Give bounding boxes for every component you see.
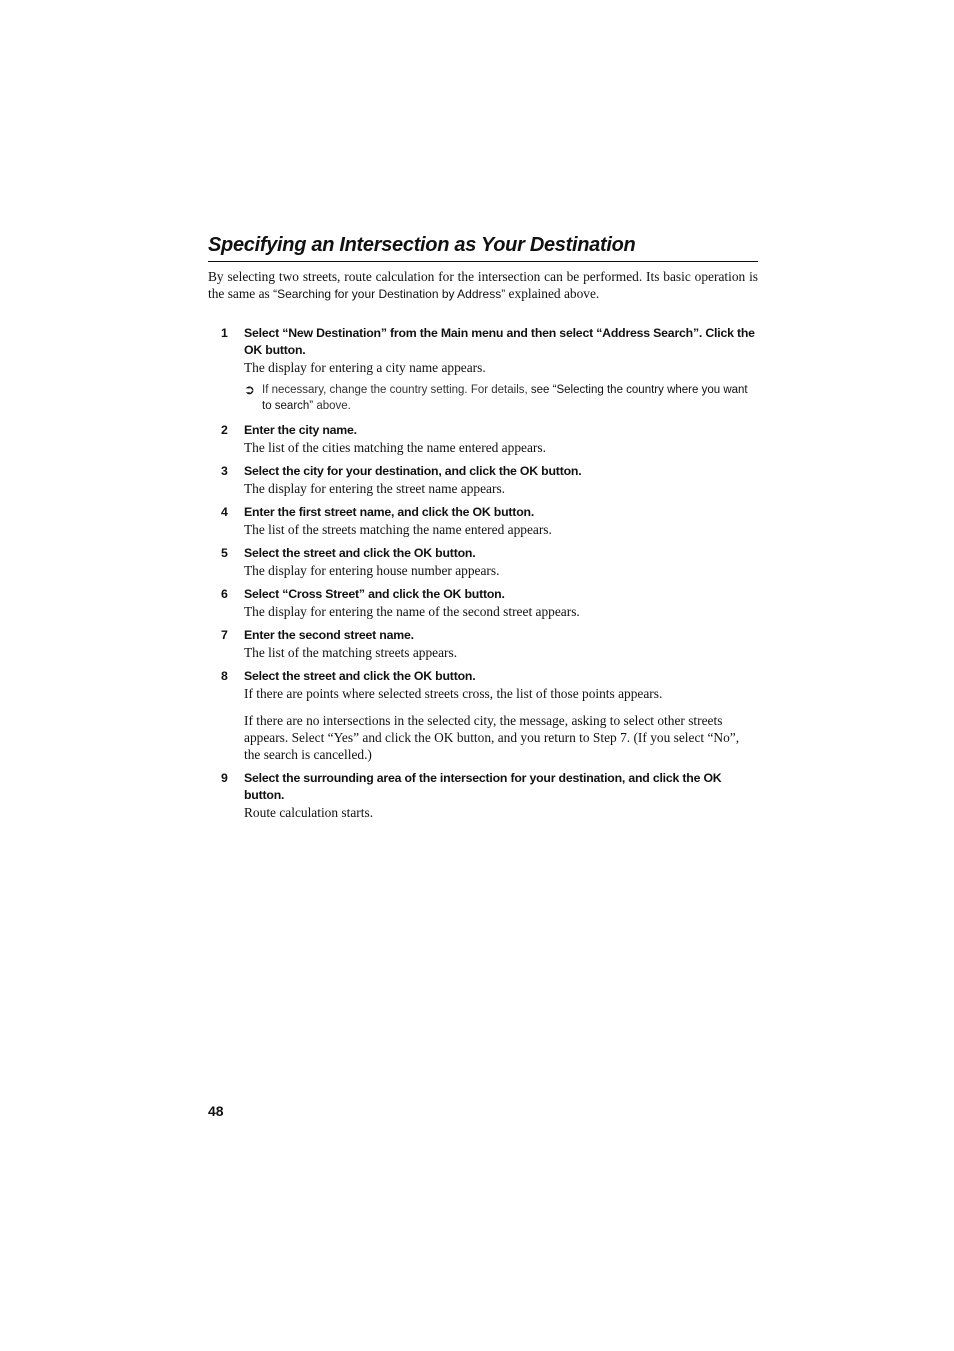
step-instruction: Enter the second street name. [244, 628, 414, 642]
step-result: The list of the streets matching the name entered appears. [244, 522, 552, 537]
document-page [208, 232, 758, 828]
step-1 [208, 325, 758, 414]
step-3 [208, 463, 758, 497]
step-4 [208, 504, 758, 538]
step-result: The display for entering the name of the second street appears. [244, 604, 580, 619]
step-number: 9 [221, 771, 228, 785]
note-reference: see “Selecting the country where you want to search” [262, 384, 748, 412]
step-note [244, 382, 758, 414]
step-number: 8 [221, 669, 228, 683]
step-9 [208, 770, 758, 821]
step-6 [208, 586, 758, 620]
intro-paragraph [208, 268, 758, 303]
section-title: Specifying an Intersection as Your Destination [208, 232, 758, 262]
step-number: 4 [221, 505, 228, 519]
step-result: Route calculation starts. [244, 805, 374, 820]
step-instruction: Select “New Destination” from the Main menu and then select “Address Search”. Click the OK button. [244, 326, 755, 357]
step-result: The display for entering house number appears. [244, 563, 500, 578]
note-arrow-icon: ➲ [244, 382, 255, 397]
step-instruction: Enter the city name. [244, 423, 357, 437]
note-text-light: If necessary, change the country setting. For details, [262, 384, 531, 396]
step-instruction: Select the street and click the OK button. [244, 546, 476, 560]
step-number: 7 [221, 628, 228, 642]
page-number: 48 [208, 1103, 224, 1119]
step-8 [208, 668, 758, 763]
step-number: 1 [221, 326, 228, 340]
step-extra-paragraph: If there are no intersections in the selected city, the message, asking to select other streets appears. Select “Yes” and click the OK button, and you return to Step 7. (If you select “No”, the search is cancelled.) [244, 713, 740, 762]
step-result: The list of the matching streets appears. [244, 645, 458, 660]
step-number: 5 [221, 546, 228, 560]
intro-text-after: explained above. [505, 286, 600, 301]
step-result: The list of the cities matching the name entered appears. [244, 440, 546, 455]
step-result: If there are points where selected streets cross, the list of those points appears. [244, 686, 663, 701]
step-result: The display for entering the street name appears. [244, 481, 506, 496]
step-number: 2 [221, 423, 228, 437]
step-result: The display for entering a city name appears. [244, 360, 486, 375]
step-7 [208, 627, 758, 661]
intro-text-before: By selecting two streets, route calculation for the intersection can be performed. Its basic operation is the same as [208, 269, 758, 301]
step-number: 3 [221, 464, 228, 478]
step-instruction: Select the city for your destination, and click the OK button. [244, 464, 582, 478]
step-number: 6 [221, 587, 228, 601]
step-instruction: Select the street and click the OK button. [244, 669, 476, 683]
step-2 [208, 422, 758, 456]
note-text-end: above. [313, 400, 351, 412]
steps-list [208, 325, 758, 821]
step-instruction: Enter the first street name, and click the OK button. [244, 505, 535, 519]
step-instruction: Select the surrounding area of the intersection for your destination, and click the OK button. [244, 771, 722, 802]
step-instruction: Select “Cross Street” and click the OK button. [244, 587, 505, 601]
intro-reference: “Searching for your Destination by Address” [273, 287, 506, 301]
step-5 [208, 545, 758, 579]
